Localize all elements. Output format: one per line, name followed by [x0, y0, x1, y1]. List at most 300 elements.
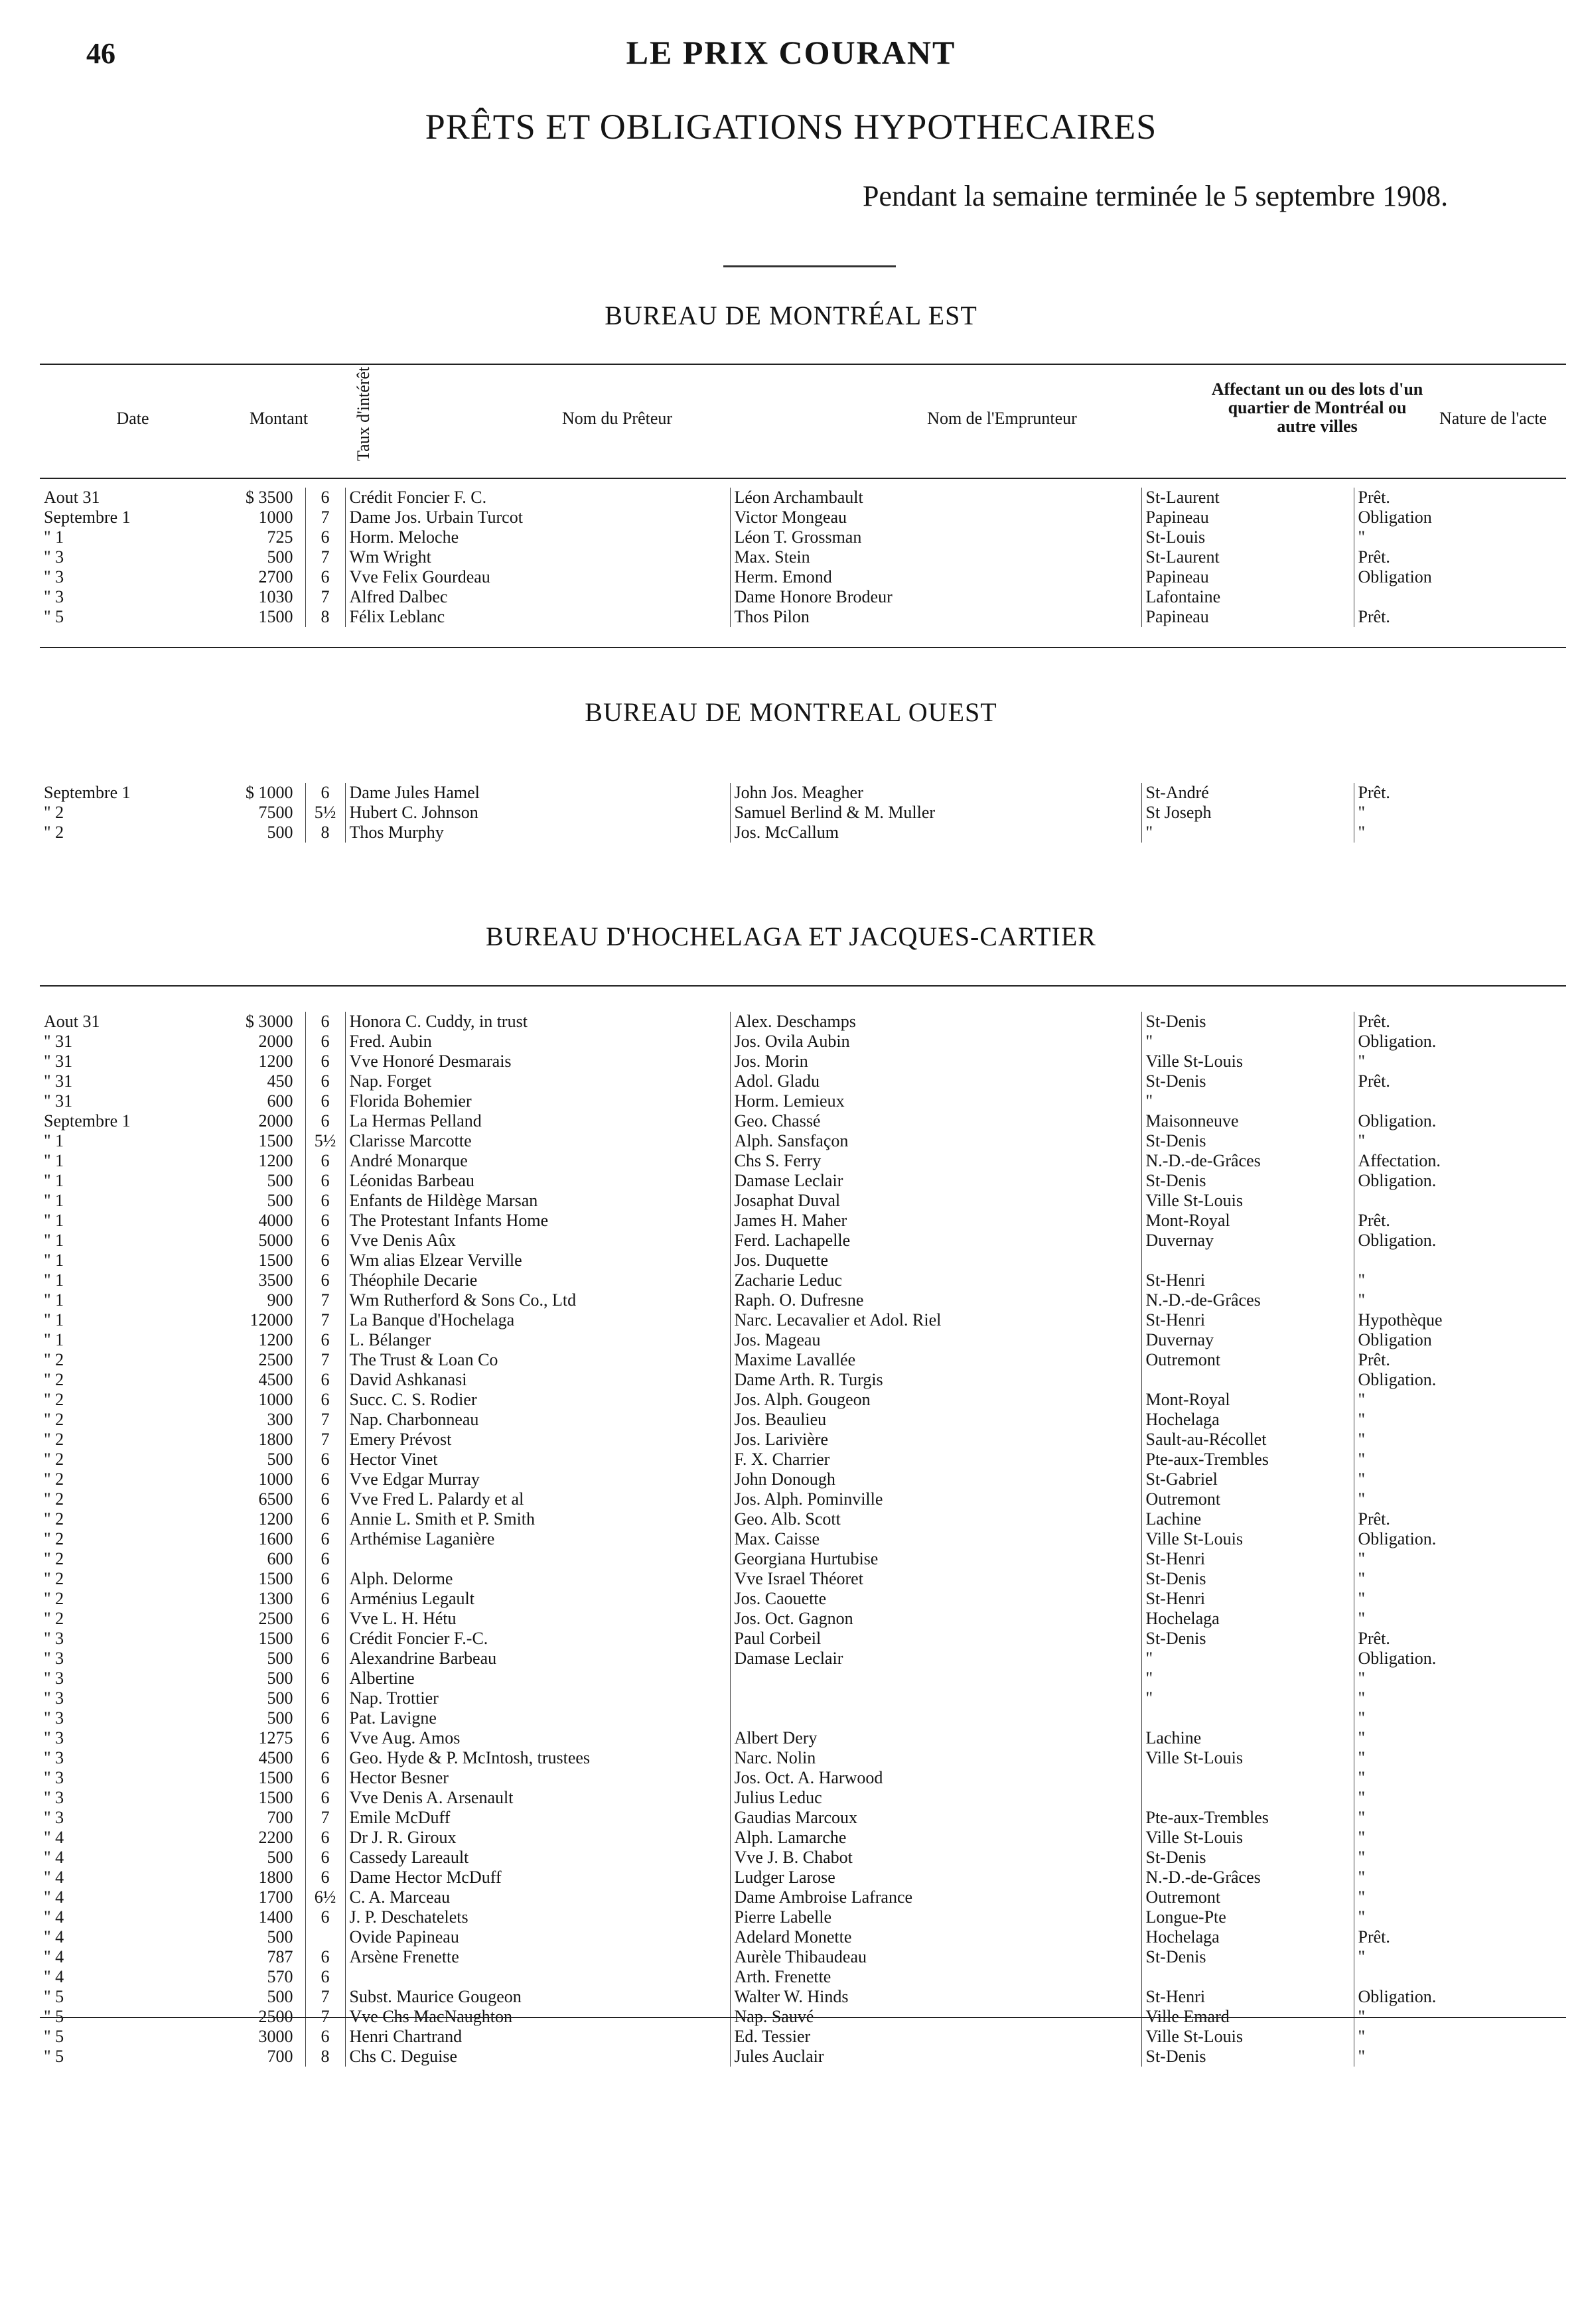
- cell-lender: Thos Murphy: [345, 823, 730, 843]
- cell-amount: 3000: [258, 2027, 293, 2046]
- cell-borrower: Dame Ambroise Lafrance: [730, 1887, 1141, 1907]
- cell-borrower: Jos. Beaulieu: [730, 1410, 1141, 1430]
- cell-location: Duvernay: [1141, 1330, 1354, 1350]
- cell-borrower: Léon Archambault: [730, 488, 1141, 508]
- cell-location: St-Denis: [1141, 1848, 1354, 1868]
- cell-nature: ": [1358, 1589, 1366, 1608]
- cell-nature: ": [1358, 1410, 1366, 1429]
- cell-nature: ": [1358, 527, 1366, 547]
- table-row: [40, 587, 1566, 607]
- cell-lender: Alexandrine Barbeau: [345, 1649, 730, 1669]
- cell-rate: 7: [305, 1410, 345, 1430]
- cell-date: " 1: [44, 1290, 64, 1310]
- table-row: [40, 1330, 1566, 1350]
- cell-rate: 6: [305, 1728, 345, 1748]
- cell-amount: 300: [267, 1410, 293, 1429]
- table-row: [40, 1868, 1566, 1887]
- cell-nature: ": [1358, 1450, 1366, 1469]
- cell-location: Mont-Royal: [1141, 1390, 1354, 1410]
- cell-borrower: Zacharie Leduc: [730, 1270, 1141, 1290]
- cell-borrower: Arth. Frenette: [730, 1967, 1141, 1987]
- cell-amount: 3500: [258, 1270, 293, 1290]
- cell-location: St-Denis: [1141, 1131, 1354, 1151]
- cell-date: " 5: [44, 1987, 64, 2006]
- cell-date: " 1: [44, 1270, 64, 1290]
- cell-amount: 1200: [258, 1509, 293, 1529]
- table-row: [40, 1111, 1566, 1131]
- cell-borrower: Ed. Tessier: [730, 2027, 1141, 2047]
- cell-rate: 6: [305, 1370, 345, 1390]
- cell-lender: Fred. Aubin: [345, 1032, 730, 1052]
- cell-borrower: Thos Pilon: [730, 607, 1141, 627]
- cell-location: St Joseph: [1141, 803, 1354, 823]
- cell-nature: Affectation.: [1358, 1151, 1441, 1170]
- cell-date: " 3: [44, 1669, 64, 1688]
- cell-date: Septembre 1: [44, 508, 131, 527]
- column-header-row: [40, 368, 1566, 481]
- cell-borrower: James H. Maher: [730, 1211, 1141, 1231]
- cell-rate: 7: [305, 587, 345, 607]
- cell-nature: ": [1358, 1470, 1366, 1489]
- cell-borrower: Alph. Lamarche: [730, 1828, 1141, 1848]
- cell-date: " 1: [44, 527, 64, 547]
- cell-amount: 725: [267, 527, 293, 547]
- cell-rate: 6: [305, 1708, 345, 1728]
- section-table-hochelaga: [40, 1012, 1566, 2067]
- cell-lender: Théophile Decarie: [345, 1270, 730, 1290]
- cell-location: St-Laurent: [1141, 547, 1354, 567]
- loan-table: [40, 783, 1566, 843]
- cell-borrower: Alex. Deschamps: [730, 1012, 1141, 1032]
- cell-borrower: Max. Caisse: [730, 1529, 1141, 1549]
- header-montant: Montant: [249, 409, 309, 428]
- cell-amount: 500: [267, 823, 293, 842]
- cell-borrower: Georgiana Hurtubise: [730, 1549, 1141, 1569]
- cell-amount: 570: [267, 1967, 293, 1986]
- cell-date: Aout 31: [44, 488, 100, 507]
- cell-nature: Obligation.: [1358, 1987, 1437, 2006]
- cell-rate: 5½: [305, 1131, 345, 1151]
- cell-date: " 3: [44, 1629, 64, 1648]
- cell-date: " 1: [44, 1310, 64, 1330]
- cell-lender: C. A. Marceau: [345, 1887, 730, 1907]
- cell-date: " 2: [44, 1549, 64, 1568]
- cell-location: [1141, 1768, 1354, 1788]
- cell-date: " 31: [44, 1032, 73, 1051]
- table-row: [40, 1450, 1566, 1470]
- cell-date: " 1: [44, 1151, 64, 1170]
- cell-borrower: Alph. Sansfaçon: [730, 1131, 1141, 1151]
- cell-nature: Obligation.: [1358, 1231, 1437, 1250]
- table-row: [40, 1151, 1566, 1171]
- cell-nature: ": [1358, 1708, 1366, 1728]
- cell-lender: La Banque d'Hochelaga: [345, 1310, 730, 1330]
- cell-date: " 3: [44, 547, 64, 567]
- cell-amount: 500: [267, 1688, 293, 1708]
- cell-nature: ": [1358, 1669, 1366, 1688]
- cell-lender: Vve Honoré Desmarais: [345, 1052, 730, 1071]
- cell-location: Ville St-Louis: [1141, 2027, 1354, 2047]
- cell-borrower: Horm. Lemieux: [730, 1091, 1141, 1111]
- cell-borrower: Dame Honore Brodeur: [730, 587, 1141, 607]
- cell-rate: 7: [305, 1987, 345, 2007]
- cell-date: " 3: [44, 567, 64, 586]
- cell-borrower: Nap. Sauvé: [730, 2007, 1141, 2027]
- cell-date: " 3: [44, 1688, 64, 1708]
- cell-date: " 3: [44, 587, 64, 606]
- cell-lender: Alph. Delorme: [345, 1569, 730, 1589]
- cell-rate: 6: [305, 1231, 345, 1251]
- cell-rate: 6: [305, 1868, 345, 1887]
- cell-borrower: [730, 1669, 1141, 1688]
- cell-location: St-Henri: [1141, 1549, 1354, 1569]
- cell-date: " 31: [44, 1052, 73, 1071]
- cell-amount: 2500: [258, 1350, 293, 1369]
- cell-rate: 6: [305, 1071, 345, 1091]
- cell-amount: 5000: [258, 1231, 293, 1250]
- cell-amount: 500: [267, 1191, 293, 1210]
- cell-borrower: Jos. Mageau: [730, 1330, 1141, 1350]
- cell-nature: ": [1358, 1828, 1366, 1847]
- cell-amount: 600: [267, 1091, 293, 1111]
- cell-rate: 7: [305, 1430, 345, 1450]
- table-row: [40, 1688, 1566, 1708]
- cell-amount: 4500: [258, 1748, 293, 1767]
- cell-nature: Prêt.: [1358, 1071, 1390, 1091]
- cell-nature: Prêt.: [1358, 1629, 1390, 1648]
- cell-date: " 4: [44, 1927, 64, 1947]
- cell-date: " 1: [44, 1191, 64, 1210]
- table-row: [40, 1270, 1566, 1290]
- cell-rate: 6: [305, 1489, 345, 1509]
- cell-rate: 6: [305, 1549, 345, 1569]
- cell-amount: 4000: [258, 1211, 293, 1230]
- cell-nature: ": [1358, 1131, 1366, 1150]
- cell-location: Pte-aux-Trembles: [1141, 1450, 1354, 1470]
- cell-borrower: John Donough: [730, 1470, 1141, 1489]
- cell-lender: Clarisse Marcotte: [345, 1131, 730, 1151]
- cell-lender: Arthémise Laganière: [345, 1529, 730, 1549]
- table-row: [40, 1410, 1566, 1430]
- cell-date: " 1: [44, 1251, 64, 1270]
- header-emprunteur: Nom de l'Emprunteur: [927, 409, 1077, 428]
- cell-borrower: Jos. Oct. A. Harwood: [730, 1768, 1141, 1788]
- cell-location: Mont-Royal: [1141, 1211, 1354, 1231]
- cell-date: " 2: [44, 1609, 64, 1628]
- table-row: [40, 1828, 1566, 1848]
- cell-date: " 2: [44, 1410, 64, 1429]
- table-row: [40, 823, 1566, 843]
- cell-lender: Vve Chs MacNaughton: [345, 2007, 730, 2027]
- cell-lender: Geo. Hyde & P. McIntosh, trustees: [345, 1748, 730, 1768]
- cell-rate: 6: [305, 1251, 345, 1270]
- cell-borrower: Albert Dery: [730, 1728, 1141, 1748]
- cell-lender: Chs C. Deguise: [345, 2047, 730, 2067]
- cell-borrower: Julius Leduc: [730, 1788, 1141, 1808]
- cell-lender: Vve L. H. Hétu: [345, 1609, 730, 1629]
- table-row: [40, 1509, 1566, 1529]
- cell-nature: ": [1358, 1748, 1366, 1767]
- cell-location: Papineau: [1141, 567, 1354, 587]
- cell-location: N.-D.-de-Grâces: [1141, 1868, 1354, 1887]
- cell-borrower: Jos. Morin: [730, 1052, 1141, 1071]
- cell-amount: 1700: [258, 1887, 293, 1907]
- cell-location: St-André: [1141, 783, 1354, 803]
- cell-rate: [305, 1927, 345, 1947]
- cell-amount: $ 3500: [246, 488, 293, 507]
- cell-rate: 7: [305, 547, 345, 567]
- cell-amount: 450: [267, 1071, 293, 1091]
- cell-amount: 6500: [258, 1489, 293, 1509]
- cell-rate: 6: [305, 527, 345, 547]
- header-taux: Taux d'intérêt: [354, 366, 373, 461]
- cell-date: " 2: [44, 1569, 64, 1588]
- cell-lender: L. Bélanger: [345, 1330, 730, 1350]
- title-rule: [723, 265, 896, 267]
- cell-nature: ": [1358, 803, 1366, 822]
- cell-lender: Vve Edgar Murray: [345, 1470, 730, 1489]
- table-row: [40, 1191, 1566, 1211]
- cell-lender: Emery Prévost: [345, 1430, 730, 1450]
- table-row: [40, 2047, 1566, 2067]
- cell-amount: 1030: [258, 587, 293, 606]
- cell-nature: Prêt.: [1358, 1012, 1390, 1031]
- cell-rate: 7: [305, 2007, 345, 2027]
- cell-rate: 6: [305, 567, 345, 587]
- cell-amount: 1400: [258, 1907, 293, 1927]
- cell-amount: 12000: [250, 1310, 293, 1330]
- cell-lender: Vve Denis A. Arsenault: [345, 1788, 730, 1808]
- cell-amount: 1500: [258, 1788, 293, 1807]
- cell-amount: 1000: [258, 508, 293, 527]
- table-row: [40, 1231, 1566, 1251]
- cell-lender: Enfants de Hildège Marsan: [345, 1191, 730, 1211]
- cell-nature: Obligation: [1358, 567, 1432, 586]
- cell-nature: Obligation.: [1358, 1171, 1437, 1190]
- cell-location: ": [1141, 823, 1354, 843]
- cell-borrower: [730, 1708, 1141, 1728]
- cell-rate: 7: [305, 1290, 345, 1310]
- cell-location: Outremont: [1141, 1350, 1354, 1370]
- cell-location: Longue-Pte: [1141, 1907, 1354, 1927]
- header-nature: Nature de l'acte: [1439, 409, 1547, 428]
- cell-borrower: Herm. Emond: [730, 567, 1141, 587]
- cell-rate: 6: [305, 2027, 345, 2047]
- cell-lender: Horm. Meloche: [345, 527, 730, 547]
- cell-nature: Prêt.: [1358, 1350, 1390, 1369]
- cell-location: St-Denis: [1141, 1012, 1354, 1032]
- table-row: [40, 1589, 1566, 1609]
- cell-lender: Arsène Frenette: [345, 1947, 730, 1967]
- cell-date: " 4: [44, 1887, 64, 1907]
- table-row: [40, 1808, 1566, 1828]
- cell-amount: 1200: [258, 1052, 293, 1071]
- cell-date: " 4: [44, 1947, 64, 1966]
- cell-date: " 5: [44, 607, 64, 626]
- cell-rate: 6: [305, 1848, 345, 1868]
- cell-amount: 500: [267, 1987, 293, 2006]
- cell-nature: Prêt.: [1358, 783, 1390, 802]
- section-table-montreal-est: [40, 488, 1566, 627]
- cell-location: Outremont: [1141, 1489, 1354, 1509]
- cell-borrower: Jos. Oct. Gagnon: [730, 1609, 1141, 1629]
- cell-date: " 2: [44, 1390, 64, 1409]
- cell-amount: 2700: [258, 567, 293, 586]
- cell-amount: 500: [267, 1927, 293, 1947]
- cell-date: " 3: [44, 1708, 64, 1728]
- cell-borrower: Ludger Larose: [730, 1868, 1141, 1887]
- cell-lender: Dame Jules Hamel: [345, 783, 730, 803]
- cell-date: " 2: [44, 823, 64, 842]
- cell-nature: [1354, 1091, 1566, 1111]
- cell-nature: ": [1358, 1688, 1366, 1708]
- cell-date: Septembre 1: [44, 783, 131, 802]
- cell-borrower: Jules Auclair: [730, 2047, 1141, 2067]
- table-row: [40, 1171, 1566, 1191]
- cell-location: [1141, 1967, 1354, 1987]
- table-row: [40, 527, 1566, 547]
- cell-borrower: Damase Leclair: [730, 1171, 1141, 1191]
- cell-nature: ": [1358, 1052, 1366, 1071]
- cell-location: Hochelaga: [1141, 1927, 1354, 1947]
- cell-location: St-Gabriel: [1141, 1470, 1354, 1489]
- cell-rate: 6: [305, 1788, 345, 1808]
- table-row: [40, 1529, 1566, 1549]
- cell-lender: André Monarque: [345, 1151, 730, 1171]
- cell-lender: Dame Hector McDuff: [345, 1868, 730, 1887]
- cell-location: St-Louis: [1141, 527, 1354, 547]
- cell-borrower: Adol. Gladu: [730, 1071, 1141, 1091]
- cell-borrower: Victor Mongeau: [730, 508, 1141, 527]
- cell-amount: 1300: [258, 1589, 293, 1608]
- cell-location: St-Henri: [1141, 1310, 1354, 1330]
- cell-nature: ": [1358, 2047, 1366, 2066]
- cell-date: " 1: [44, 1171, 64, 1190]
- cell-lender: Vve Felix Gourdeau: [345, 567, 730, 587]
- cell-location: Sault-au-Récollet: [1141, 1430, 1354, 1450]
- cell-location: Lafontaine: [1141, 587, 1354, 607]
- cell-amount: 700: [267, 1808, 293, 1827]
- cell-location: St-Henri: [1141, 1987, 1354, 2007]
- cell-lender: Cassedy Lareault: [345, 1848, 730, 1868]
- cell-lender: Wm Wright: [345, 547, 730, 567]
- section-title-hochelaga: BUREAU D'HOCHELAGA ET JACQUES-CARTIER: [486, 922, 1096, 951]
- table-row: [40, 607, 1566, 627]
- loan-table: [40, 1012, 1566, 2067]
- cell-borrower: Damase Leclair: [730, 1649, 1141, 1669]
- cell-location: Lachine: [1141, 1728, 1354, 1748]
- page-subtitle: Pendant la semaine terminée le 5 septembre 1908.: [863, 180, 1449, 212]
- cell-lender: [345, 1549, 730, 1569]
- cell-lender: [345, 1967, 730, 1987]
- cell-rate: 6: [305, 1828, 345, 1848]
- cell-rate: 6: [305, 1768, 345, 1788]
- table-row: [40, 1609, 1566, 1629]
- cell-date: " 2: [44, 1589, 64, 1608]
- cell-rate: 6: [305, 1151, 345, 1171]
- cell-rate: 6: [305, 1569, 345, 1589]
- cell-date: " 2: [44, 1470, 64, 1489]
- cell-location: N.-D.-de-Grâces: [1141, 1290, 1354, 1310]
- loan-table: [40, 488, 1566, 627]
- cell-amount: 1500: [258, 607, 293, 626]
- cell-location: Ville St-Louis: [1141, 1191, 1354, 1211]
- table-row: [40, 1470, 1566, 1489]
- cell-location: Outremont: [1141, 1887, 1354, 1907]
- cell-date: " 5: [44, 2047, 64, 2066]
- cell-nature: Obligation: [1358, 1330, 1432, 1349]
- cell-amount: 1500: [258, 1629, 293, 1648]
- cell-lender: Vve Fred L. Palardy et al: [345, 1489, 730, 1509]
- cell-nature: ": [1358, 1728, 1366, 1747]
- cell-rate: 7: [305, 1310, 345, 1330]
- table-row: [40, 1489, 1566, 1509]
- table-row: [40, 1350, 1566, 1370]
- cell-location: St-Denis: [1141, 1947, 1354, 1967]
- cell-lender: Florida Bohemier: [345, 1091, 730, 1111]
- cell-borrower: Jos. Alph. Pominville: [730, 1489, 1141, 1509]
- cell-borrower: Vve Israel Théoret: [730, 1569, 1141, 1589]
- table-row: [40, 2027, 1566, 2047]
- table-row: [40, 1211, 1566, 1231]
- cell-date: " 3: [44, 1788, 64, 1807]
- cell-nature: ": [1358, 1390, 1366, 1409]
- cell-location: Ville St-Louis: [1141, 1748, 1354, 1768]
- cell-date: " 1: [44, 1330, 64, 1349]
- cell-amount: 1500: [258, 1131, 293, 1150]
- cell-date: " 3: [44, 1649, 64, 1668]
- cell-nature: ": [1358, 823, 1366, 842]
- table-row: [40, 508, 1566, 527]
- cell-amount: 500: [267, 1171, 293, 1190]
- cell-nature: Obligation.: [1358, 1649, 1437, 1668]
- cell-nature: ": [1358, 1290, 1366, 1310]
- cell-date: " 4: [44, 1967, 64, 1986]
- cell-borrower: Narc. Lecavalier et Adol. Riel: [730, 1310, 1141, 1330]
- cell-borrower: John Jos. Meagher: [730, 783, 1141, 803]
- cell-location: St-Denis: [1141, 2047, 1354, 2067]
- cell-rate: 6: [305, 1191, 345, 1211]
- cell-rate: 6: [305, 1330, 345, 1350]
- cell-nature: Prêt.: [1358, 607, 1390, 626]
- table-row: [40, 1071, 1566, 1091]
- cell-rate: 6: [305, 1748, 345, 1768]
- cell-amount: 700: [267, 2047, 293, 2066]
- cell-date: " 31: [44, 1091, 73, 1111]
- cell-lender: Arménius Legault: [345, 1589, 730, 1609]
- table-row: [40, 1768, 1566, 1788]
- cell-location: Ville Emard: [1141, 2007, 1354, 2027]
- cell-location: St-Henri: [1141, 1270, 1354, 1290]
- cell-location: ": [1141, 1688, 1354, 1708]
- cell-rate: 6: [305, 1529, 345, 1549]
- cell-nature: ": [1358, 1549, 1366, 1568]
- cell-location: [1141, 1788, 1354, 1808]
- cell-nature: ": [1358, 1907, 1366, 1927]
- cell-nature: [1354, 587, 1566, 607]
- cell-nature: [1354, 1191, 1566, 1211]
- cell-lender: J. P. Deschatelets: [345, 1907, 730, 1927]
- table-row: [40, 1012, 1566, 1032]
- cell-borrower: Narc. Nolin: [730, 1748, 1141, 1768]
- table-row: [40, 1131, 1566, 1151]
- table-row: [40, 1430, 1566, 1450]
- cell-date: Septembre 1: [44, 1111, 131, 1130]
- cell-borrower: Maxime Lavallée: [730, 1350, 1141, 1370]
- cell-amount: 2200: [258, 1828, 293, 1847]
- cell-rate: 6: [305, 1111, 345, 1131]
- cell-location: [1141, 1370, 1354, 1390]
